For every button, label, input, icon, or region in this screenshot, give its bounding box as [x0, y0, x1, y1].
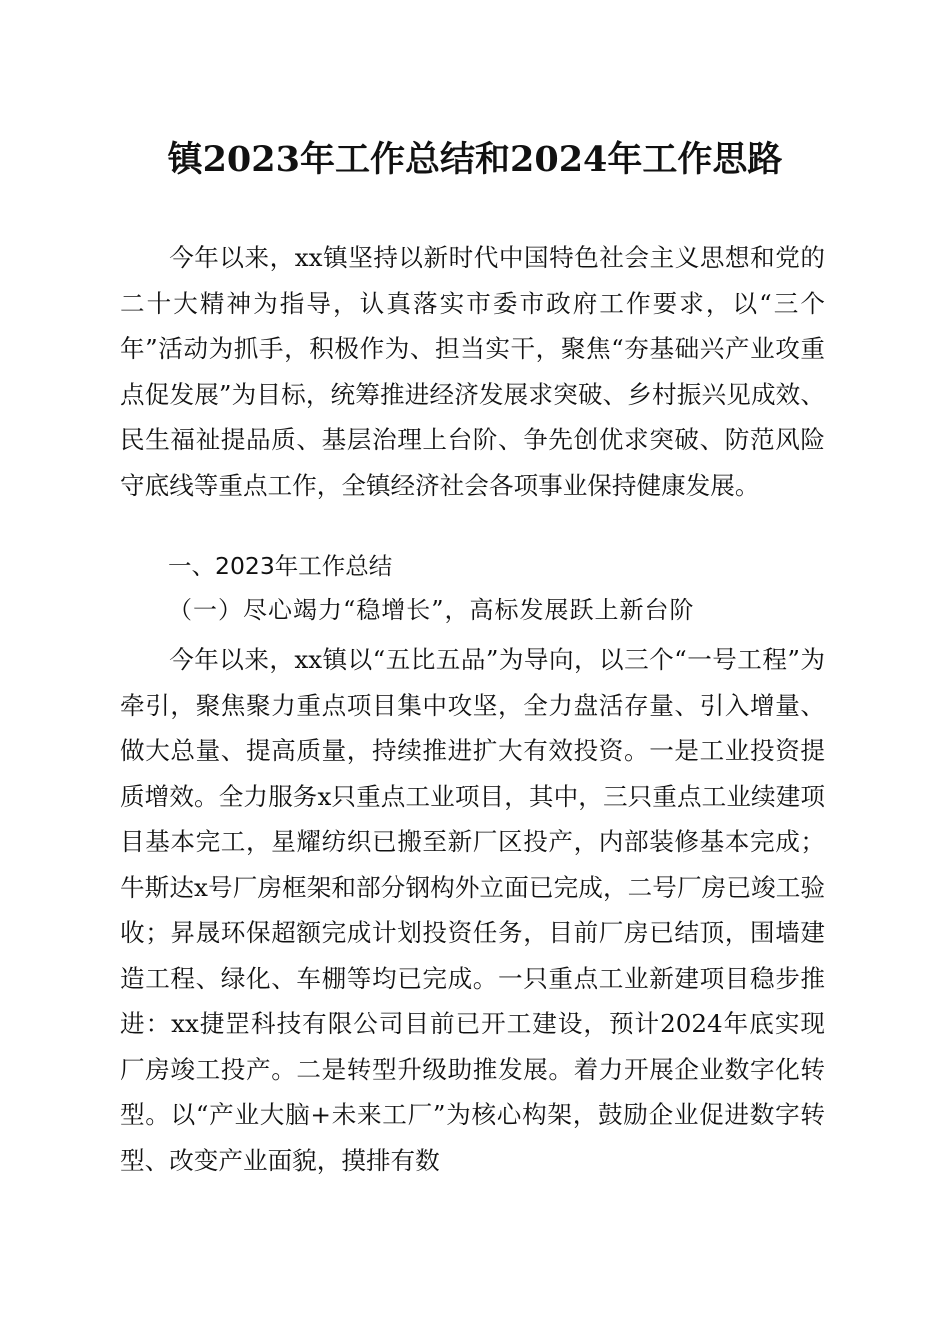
section-heading: 一、2023年工作总结	[168, 552, 393, 580]
intro-paragraph-block	[120, 235, 825, 508]
document-title: 镇2023年工作总结和2024年工作思路	[167, 139, 783, 180]
intro-paragraph: 今年以来，xx镇坚持以新时代中国特色社会主义思想和党的二十大精神为指导，认真落实市委市政府工作要求，以“三个年”活动为抓手，积极作为、担当实干，聚焦“夯基础兴产业攻重点促发展”为目标，统筹推进经济发展求突破、乡村振兴见成效、民生福祉提品质、基层治理上台阶、争先创优求突破、防范风险守底线等重点工作，全镇经济社会各项事业保持健康发展。	[120, 243, 825, 500]
subsection-heading: （一）尽心竭力“稳增长”，高标发展跃上新台阶	[168, 596, 695, 624]
subsection-paragraph-block	[120, 637, 825, 1183]
subsection-paragraph: 今年以来，xx镇以“五比五品”为导向，以三个“一号工程”为牵引，聚焦聚力重点项目集中攻坚，全力盘活存量、引入增量、做大总量、提高质量，持续推进扩大有效投资。一是工业投资提质增效。全力服务x只重点工业项目，其中，三只重点工业续建项目基本完工，星耀纺织已搬至新厂区投产，内部装修基本完成；牛斯达x号厂房框架和部分钢构外立面已完成，二号厂房已竣工验收；昇晟环保超额完成计划投资任务，目前厂房已结顶，围墙建造工程、绿化、车棚等均已完成。一只重点工业新建项目稳步推进：xx捷罡科技有限公司目前已开工建设，预计2024年底实现厂房竣工投产。二是转型升级助推发展。着力开展企业数字化转型。以“产业大脑+未来工厂”为核心构架，鼓励企业促进数字转型、改变产业面貌，摸排有数	[120, 645, 825, 1175]
